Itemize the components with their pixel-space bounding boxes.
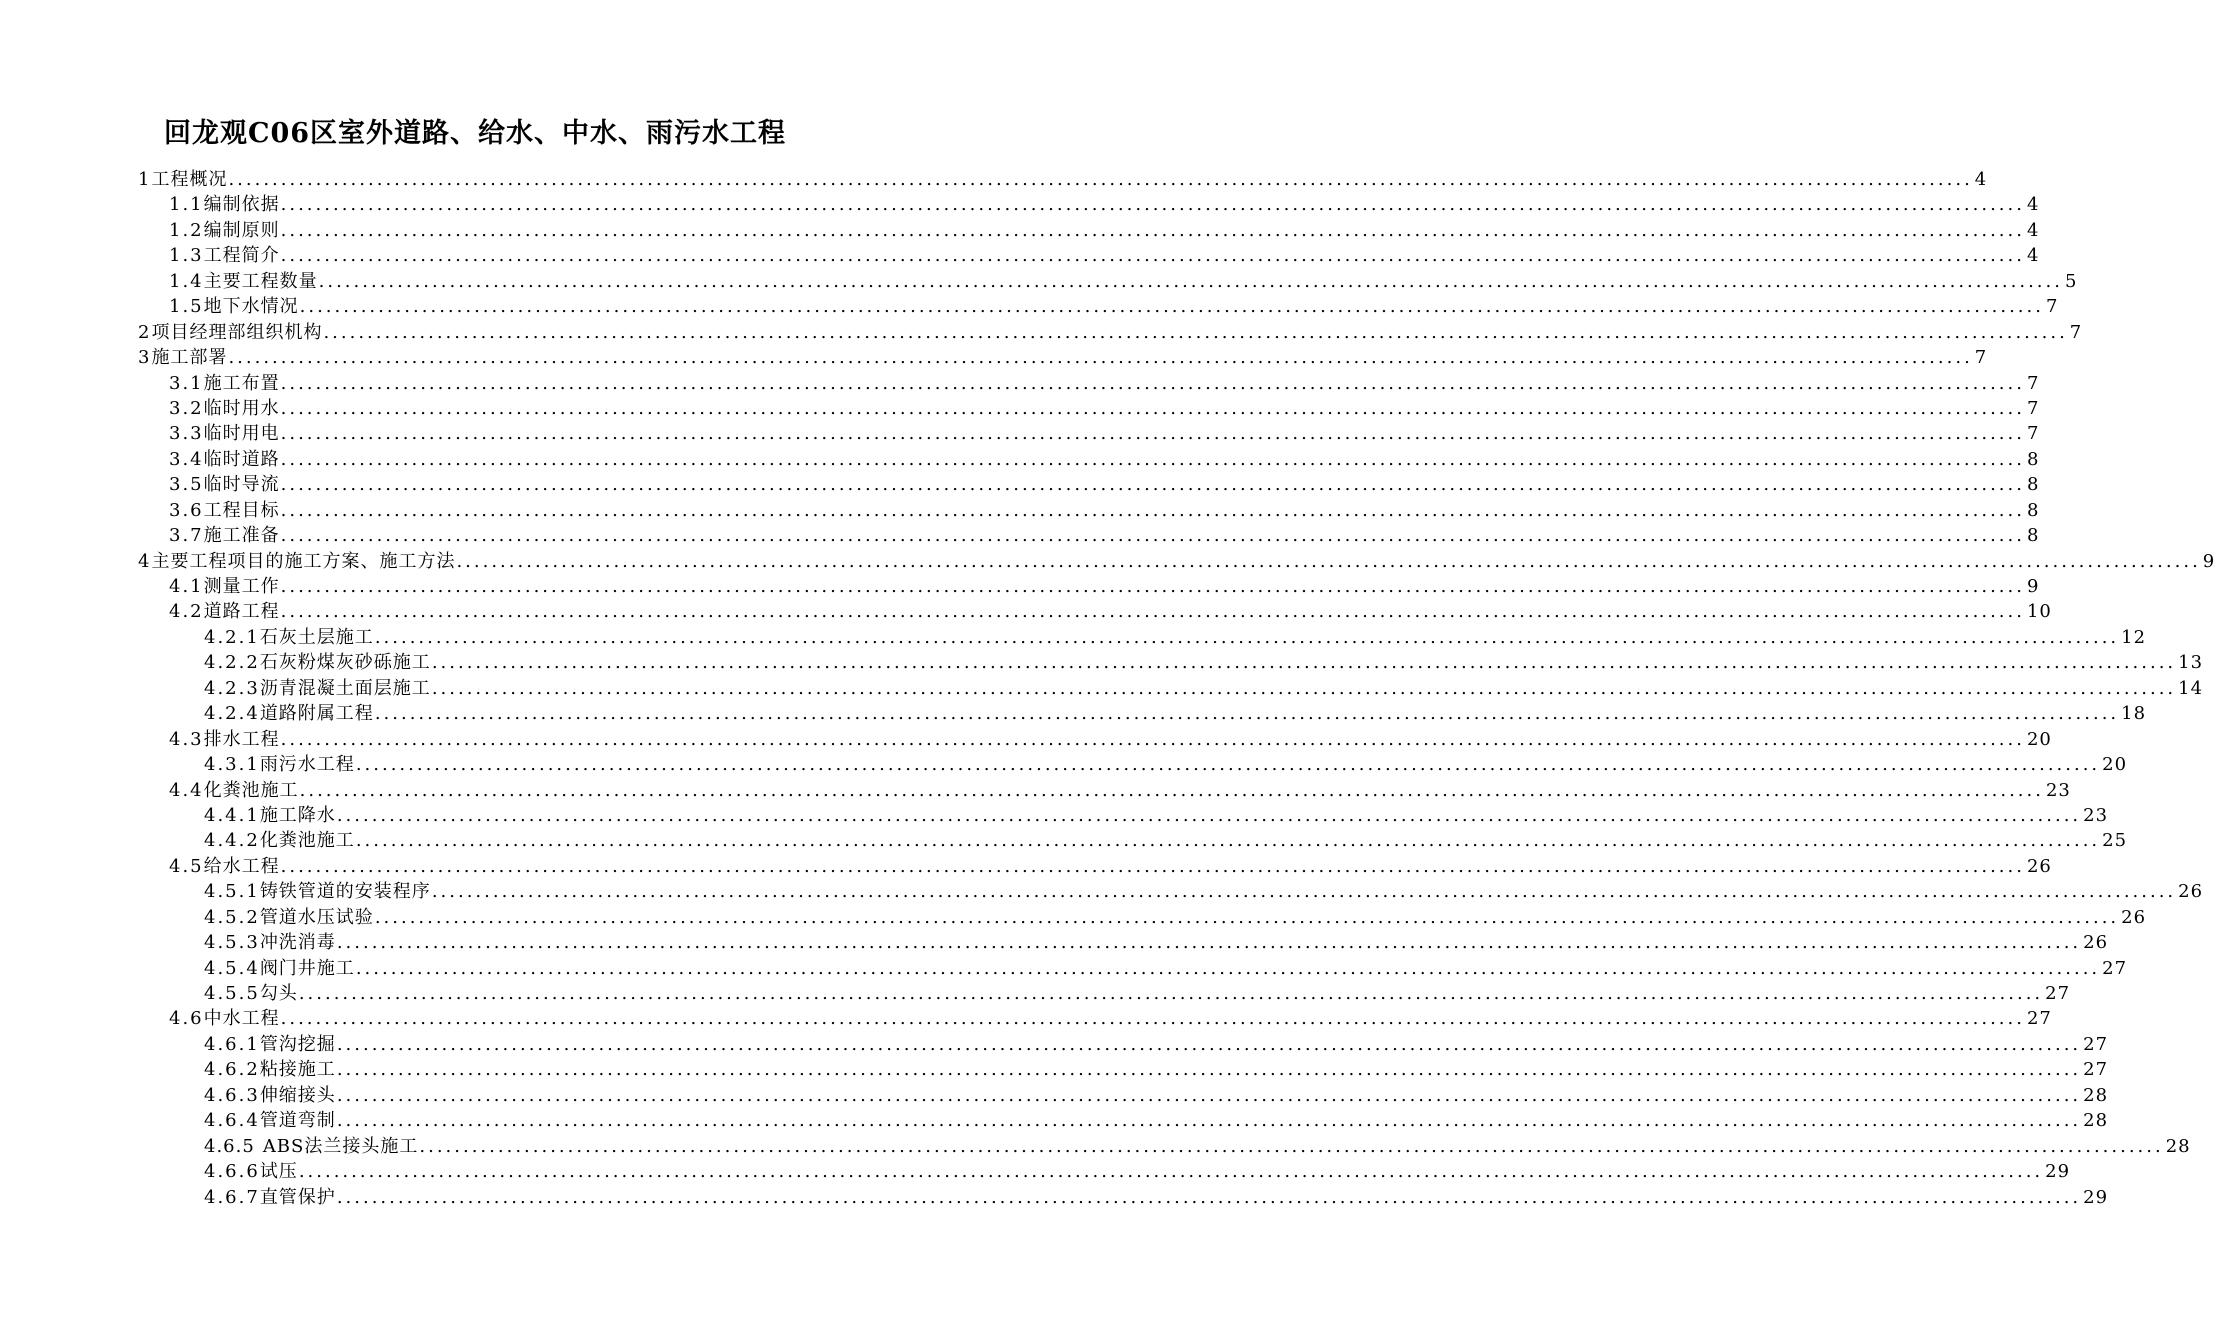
toc-entry[interactable]	[138, 549, 2215, 574]
toc-entry-label: 沥青混凝土面层施工	[259, 677, 431, 699]
toc-dot-leader: ........................................................................................................................................................................................................	[374, 703, 2120, 725]
toc-entry-number: 4.5	[169, 855, 204, 877]
toc-entry[interactable]	[138, 269, 2078, 294]
toc-entry-number: 1.3	[169, 245, 204, 267]
toc-dot-leader: ........................................................................................................................................................................................................	[280, 194, 2025, 216]
toc-dot-leader: ........................................................................................................................................................................................................	[336, 1110, 2082, 1132]
toc-entry[interactable]	[138, 599, 2052, 624]
toc-entry-label: 测量工作	[203, 576, 280, 597]
toc-entry-number: 3.1	[169, 372, 204, 394]
toc-entry[interactable]	[138, 1134, 2191, 1159]
toc-entry-page-number: 7	[2026, 397, 2040, 419]
toc-dot-leader: ........................................................................................................................................................................................................	[355, 830, 2101, 852]
toc-entry[interactable]	[138, 1083, 2109, 1108]
toc-entry[interactable]	[138, 574, 2040, 599]
toc-entry-number: 4.6.3	[204, 1084, 260, 1106]
toc-entry-label: 雨污水工程	[259, 754, 355, 776]
toc-entry-number: 4.5.1	[204, 881, 260, 903]
toc-entry-page-number: 18	[2121, 703, 2147, 725]
toc-entry-page-number: 14	[2178, 677, 2204, 699]
toc-dot-leader: ........................................................................................................................................................................................................	[280, 499, 2025, 521]
toc-dot-leader: ........................................................................................................................................................................................................	[280, 855, 2025, 877]
toc-entry-number: 4.5.5	[204, 983, 260, 1004]
toc-entry-label: 施工降水	[259, 804, 336, 826]
toc-entry[interactable]	[138, 1032, 2109, 1057]
toc-entry-page-number: 27	[2083, 1033, 2109, 1055]
toc-entry-page-number: 8	[2026, 499, 2040, 521]
toc-entry[interactable]	[138, 625, 2147, 650]
toc-dot-leader: ........................................................................................................................................................................................................	[336, 804, 2082, 826]
toc-entry[interactable]	[138, 523, 2040, 548]
toc-entry-label: 排水工程	[203, 728, 280, 750]
document-title: 回龙观C06区室外道路、给水、中水、雨污水工程	[163, 118, 787, 149]
toc-dot-leader: ........................................................................................................................................................................................................	[323, 321, 2068, 343]
toc-dot-leader: ........................................................................................................................................................................................................	[280, 423, 2025, 445]
toc-entry[interactable]	[138, 828, 2128, 853]
toc-dot-leader: ........................................................................................................................................................................................................	[374, 906, 2120, 928]
toc-entry-number: 4.2.3	[204, 677, 260, 699]
toc-entry-number: 4.4.1	[204, 804, 260, 826]
toc-entry[interactable]	[138, 218, 2040, 243]
toc-entry-number: 4	[138, 550, 152, 572]
toc-entry[interactable]	[138, 447, 2040, 472]
toc-entry[interactable]	[138, 294, 2059, 319]
toc-entry-number: 3.5	[169, 474, 204, 496]
toc-dot-leader: ........................................................................................................................................................................................................	[336, 932, 2082, 954]
toc-entry-number: 4.2	[169, 601, 204, 623]
toc-entry-number: 3.3	[169, 423, 204, 445]
toc-dot-leader: ........................................................................................................................................................................................................	[299, 779, 2044, 801]
toc-entry[interactable]	[138, 650, 2204, 675]
toc-dot-leader: ........................................................................................................................................................................................................	[298, 1161, 2044, 1183]
toc-entry-page-number: 27	[2045, 983, 2071, 1004]
toc-entry-page-number: 4	[1974, 169, 1988, 190]
toc-entry-page-number: 8	[2026, 474, 2040, 496]
toc-entry-page-number: 29	[2045, 1161, 2071, 1183]
toc-entry-label: 给水工程	[203, 855, 280, 877]
toc-entry-page-number: 28	[2083, 1084, 2109, 1106]
toc-entry-page-number: 26	[2083, 932, 2109, 954]
toc-dot-leader: ........................................................................................................................................................................................................	[280, 448, 2025, 470]
toc-entry[interactable]	[138, 396, 2040, 421]
toc-entry[interactable]	[138, 498, 2040, 523]
toc-dot-leader: ........................................................................................................................................................................................................	[431, 677, 2177, 699]
toc-entry-number: 4.3	[169, 728, 204, 750]
toc-entry-page-number: 27	[2026, 1008, 2052, 1030]
toc-dot-leader: ........................................................................................................................................................................................................	[228, 169, 1973, 190]
toc-entry[interactable]	[138, 243, 2040, 268]
toc-entry-label: 铸铁管道的安装程序	[259, 881, 431, 903]
toc-entry-label: 管道弯制	[259, 1110, 336, 1132]
toc-entry-label: 试压	[259, 1161, 298, 1183]
toc-entry-label: 地下水情况	[203, 296, 299, 318]
toc-dot-leader: ........................................................................................................................................................................................................	[336, 1084, 2082, 1106]
toc-entry-number: 4.6.2	[204, 1059, 260, 1081]
toc-dot-leader: ........................................................................................................................................................................................................	[280, 245, 2025, 267]
toc-entry[interactable]	[138, 752, 2128, 777]
toc-entry-page-number: 13	[2178, 652, 2204, 674]
toc-entry[interactable]	[138, 676, 2204, 701]
toc-entry[interactable]	[138, 371, 2040, 396]
toc-entry-label: 施工布置	[203, 372, 280, 394]
toc-entry-page-number: 26	[2121, 906, 2147, 928]
toc-entry-number: 1.4	[169, 270, 204, 292]
toc-entry[interactable]	[138, 879, 2204, 904]
toc-entry-label: 道路附属工程	[259, 703, 374, 725]
toc-entry-page-number: 25	[2102, 830, 2128, 852]
toc-entry-page-number: 7	[2045, 296, 2059, 318]
toc-entry-label: 勾头	[259, 983, 298, 1004]
toc-entry-number: 4.4.2	[204, 830, 260, 852]
toc-entry[interactable]	[138, 1006, 2052, 1031]
toc-entry-label: 主要工程数量	[203, 270, 318, 292]
toc-entry-number: 2	[138, 321, 152, 343]
table-of-contents	[138, 167, 2215, 1210]
toc-entry-page-number: 26	[2178, 881, 2204, 903]
toc-entry-label: 伸缩接头	[259, 1084, 336, 1106]
toc-entry-number: 4.6.6	[204, 1161, 260, 1183]
toc-entry-page-number: 29	[2083, 1186, 2109, 1208]
toc-entry[interactable]	[138, 803, 2109, 828]
toc-entry-page-number: 20	[2102, 754, 2128, 776]
toc-entry-number: 3.6	[169, 499, 204, 521]
toc-entry-number: 4.6.1	[204, 1033, 260, 1055]
toc-entry-number: 4.6	[169, 1008, 204, 1030]
toc-entry-number: 4.2.4	[204, 703, 260, 725]
toc-entry-page-number: 7	[1974, 347, 1988, 369]
toc-entry[interactable]	[138, 981, 2071, 1006]
toc-entry-label: 粘接施工	[259, 1059, 336, 1081]
toc-entry-label: 管沟挖掘	[259, 1033, 336, 1055]
toc-entry-page-number: 7	[2026, 372, 2040, 394]
toc-entry-page-number: 4	[2026, 245, 2040, 267]
toc-entry[interactable]	[138, 1185, 2109, 1210]
toc-entry-label: 化粪池施工	[203, 779, 299, 801]
toc-entry[interactable]	[138, 345, 1988, 370]
toc-entry-page-number: 10	[2026, 601, 2052, 623]
toc-dot-leader: ........................................................................................................................................................................................................	[280, 525, 2025, 547]
toc-entry[interactable]	[138, 930, 2109, 955]
toc-dot-leader: ........................................................................................................................................................................................................	[299, 296, 2044, 318]
toc-entry[interactable]	[138, 167, 1988, 192]
toc-dot-leader: ........................................................................................................................................................................................................	[431, 881, 2177, 903]
toc-entry-number: 4.6.7	[204, 1186, 260, 1208]
toc-entry-label: 临时用电	[203, 423, 280, 445]
toc-entry-page-number: 9	[2026, 576, 2040, 597]
toc-entry-label: 编制原则	[203, 219, 280, 241]
toc-dot-leader: ........................................................................................................................................................................................................	[431, 652, 2177, 674]
toc-entry-label: 临时道路	[203, 448, 280, 470]
toc-dot-leader: ........................................................................................................................................................................................................	[280, 372, 2025, 394]
toc-dot-leader: ........................................................................................................................................................................................................	[280, 219, 2025, 241]
toc-entry-number: 1.1	[169, 194, 204, 216]
toc-dot-leader: ........................................................................................................................................................................................................	[336, 1059, 2082, 1081]
toc-entry-number: 4.6.5	[204, 1135, 255, 1157]
toc-entry-label: 直管保护	[259, 1186, 336, 1208]
toc-entry-label: 中水工程	[203, 1008, 280, 1030]
toc-entry-number: 1	[138, 169, 152, 190]
toc-entry-label: 管道水压试验	[259, 906, 374, 928]
toc-entry[interactable]	[138, 778, 2071, 803]
toc-dot-leader: ........................................................................................................................................................................................................	[336, 1186, 2082, 1208]
toc-entry-number: 3.4	[169, 448, 204, 470]
toc-entry-page-number: 23	[2083, 804, 2109, 826]
toc-entry-page-number: 7	[2026, 423, 2040, 445]
toc-entry-number: 4.2.1	[204, 626, 260, 648]
toc-entry-page-number: 27	[2083, 1059, 2109, 1081]
toc-dot-leader: ........................................................................................................................................................................................................	[355, 957, 2101, 979]
toc-entry[interactable]	[138, 854, 2052, 879]
toc-entry-page-number: 28	[2165, 1135, 2191, 1157]
toc-entry-number: 4.4	[169, 779, 204, 801]
toc-entry[interactable]	[138, 1159, 2071, 1184]
toc-dot-leader: ........................................................................................................................................................................................................	[280, 474, 2025, 496]
toc-entry-page-number: 23	[2045, 779, 2071, 801]
toc-dot-leader: ........................................................................................................................................................................................................	[374, 626, 2120, 648]
toc-entry-page-number: 28	[2083, 1110, 2109, 1132]
toc-entry-label: 工程目标	[203, 499, 280, 521]
toc-entry[interactable]	[138, 905, 2147, 930]
toc-entry-number: 4.5.4	[204, 957, 260, 979]
toc-dot-leader: ........................................................................................................................................................................................................	[298, 983, 2044, 1004]
toc-entry-number: 3.7	[169, 525, 204, 547]
toc-dot-leader: ........................................................................................................................................................................................................	[336, 1033, 2082, 1055]
toc-dot-leader: ........................................................................................................................................................................................................	[318, 270, 2063, 292]
toc-entry-label: 阀门井施工	[259, 957, 355, 979]
toc-entry-page-number: 5	[2064, 270, 2078, 292]
toc-entry-label: 编制依据	[203, 194, 280, 216]
toc-entry-number: 3.2	[169, 397, 204, 419]
toc-entry-number: 1.5	[169, 296, 204, 318]
toc-entry-number: 3	[138, 347, 152, 369]
toc-entry-page-number: 20	[2026, 728, 2052, 750]
toc-entry-number: 4.6.4	[204, 1110, 260, 1132]
toc-entry-label: 石灰粉煤灰砂砾施工	[259, 652, 431, 674]
toc-entry-label: 临时用水	[203, 397, 280, 419]
toc-entry[interactable]	[138, 421, 2040, 446]
toc-entry-page-number: 26	[2026, 855, 2052, 877]
toc-entry-label: 冲洗消毒	[259, 932, 336, 954]
toc-entry-page-number: 8	[2026, 525, 2040, 547]
toc-entry-page-number: 9	[2202, 550, 2215, 572]
toc-entry-label: 施工部署	[151, 347, 228, 369]
toc-dot-leader: ........................................................................................................................................................................................................	[280, 728, 2025, 750]
toc-dot-leader: ........................................................................................................................................................................................................	[280, 601, 2025, 623]
toc-dot-leader: ........................................................................................................................................................................................................	[280, 1008, 2025, 1030]
toc-entry-number: 4.2.2	[204, 652, 260, 674]
toc-entry-label: 主要工程项目的施工方案、施工方法	[151, 550, 456, 572]
toc-dot-leader: ........................................................................................................................................................................................................	[355, 754, 2101, 776]
toc-dot-leader: ........................................................................................................................................................................................................	[280, 397, 2025, 419]
toc-entry-number: 4.1	[169, 576, 204, 597]
toc-entry[interactable]	[138, 192, 2040, 217]
toc-entry-label: 石灰土层施工	[259, 626, 374, 648]
toc-entry-label: 施工准备	[203, 525, 280, 547]
toc-entry[interactable]	[138, 1108, 2109, 1133]
toc-entry[interactable]	[138, 472, 2040, 497]
toc-entry-number: 4.5.2	[204, 906, 260, 928]
toc-entry[interactable]	[138, 320, 2083, 345]
toc-entry[interactable]	[138, 701, 2147, 726]
toc-entry-label: 道路工程	[203, 601, 280, 623]
toc-entry[interactable]	[138, 727, 2052, 752]
toc-entry-label: 临时导流	[203, 474, 280, 496]
toc-entry-label: 项目经理部组织机构	[151, 321, 323, 343]
toc-entry-label: ABS法兰接头施工	[262, 1135, 419, 1157]
toc-entry-page-number: 4	[2026, 219, 2040, 241]
toc-entry-page-number: 8	[2026, 448, 2040, 470]
toc-entry[interactable]	[138, 956, 2128, 981]
toc-entry-label: 工程概况	[151, 169, 228, 190]
toc-entry-label: 工程简介	[203, 245, 280, 267]
toc-entry-number: 4.5.3	[204, 932, 260, 954]
toc-entry-number: 4.3.1	[204, 754, 260, 776]
toc-entry[interactable]	[138, 1057, 2109, 1082]
toc-entry-page-number: 7	[2069, 321, 2083, 343]
toc-entry-page-number: 12	[2121, 626, 2147, 648]
toc-dot-leader: ........................................................................................................................................................................................................	[456, 550, 2201, 572]
toc-dot-leader: ........................................................................................................................................................................................................	[280, 576, 2025, 597]
toc-entry-page-number: 27	[2102, 957, 2128, 979]
toc-dot-leader: ........................................................................................................................................................................................................	[228, 347, 1973, 369]
toc-entry-number: 1.2	[169, 219, 204, 241]
toc-entry-page-number: 4	[2026, 194, 2040, 216]
toc-entry-label: 化粪池施工	[259, 830, 355, 852]
toc-dot-leader: ........................................................................................................................................................................................................	[419, 1135, 2164, 1157]
